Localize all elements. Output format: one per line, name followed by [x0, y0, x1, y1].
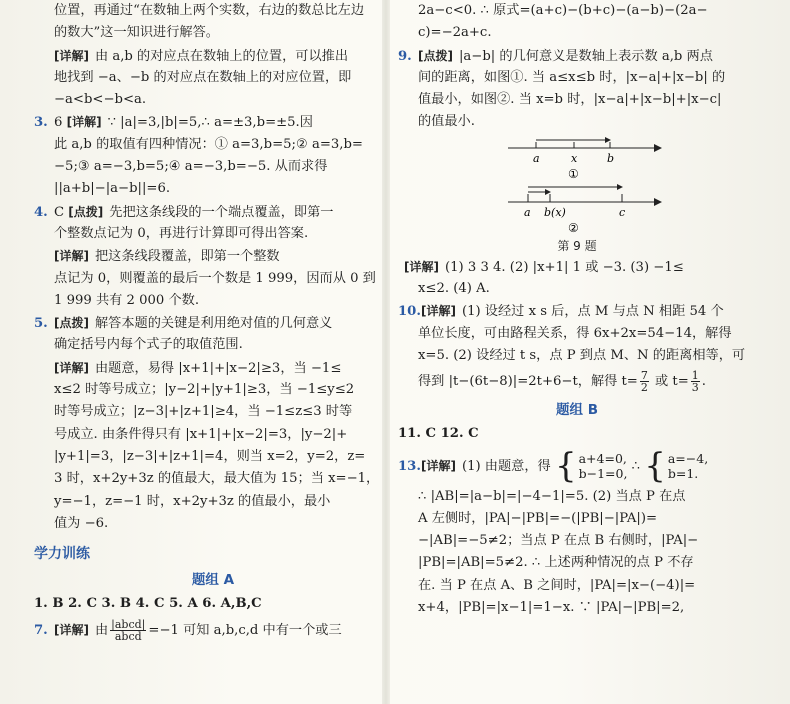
text-line: ∴ |AB|=|a−b|=|−4−1|=5. (2) 当点 P 在点 — [418, 488, 686, 504]
text-line: 间的距离，如图①. 当 a≤x≤b 时，|x−a|+|x−b| 的 — [418, 69, 726, 85]
text-line: 2a−c<0. ∴ 原式=(a+c)−(b+c)−(a−b)−(2a− — [418, 3, 708, 18]
detail-tag: [详解] — [420, 304, 456, 319]
detail-tag: [详解] — [54, 48, 89, 63]
text-line: 此 a,b 的取值有四种情况：① a=3,b=5;② a=3,b= — [54, 136, 363, 152]
text-line: x≤2. (4) A. — [418, 281, 490, 297]
figure-2-label: ② — [568, 220, 579, 235]
text-line: 时等号成立；|z−3|+|z+1|≥4，当 −1≤z≤3 时等 — [54, 404, 353, 420]
text-line: 位置，再通过“在数轴上两个实数，右边的数总比左边 — [54, 3, 365, 18]
axis-arrow-2 — [654, 198, 662, 206]
label-x-1: x — [571, 151, 578, 165]
text-line: x≤2 时等号成立；|y−2|+|y+1|≥3，当 −1≤y≤2 — [54, 382, 355, 398]
question-13: 13.[详解] (1) 由题意，得 { a+4=0, b−1=0, ∴ { a=−4, b=1. — [398, 446, 709, 487]
label-b-1: b — [607, 151, 615, 165]
number-line-diagram — [398, 134, 756, 236]
question-9: 9. [点拨] |a−b| 的几何意义是数轴上表示数 a,b 两点 — [398, 45, 756, 67]
text-line: ||a+b|−|a−b||=6. — [54, 181, 171, 197]
text-line: 得到 |t−(6t−8)|=2t+6−t，解得 t= $\frac{7}{2}$ 或 t= $\frac{1}{3}$ . — [418, 369, 706, 395]
detail-tag: [详解] — [54, 249, 89, 264]
group-b-title: 题组 B — [556, 402, 598, 419]
label-a-2: a — [524, 205, 531, 219]
question-10: 10.[详解] (1) 设经过 x s 后，点 M 与点 N 相距 54 个 — [398, 300, 756, 322]
number-line-figure — [398, 134, 756, 236]
hint-tag: [点拨] — [68, 204, 104, 219]
section-title: 学力训练 — [34, 546, 90, 563]
solution-system: { a=−4, b=1. — [644, 446, 709, 487]
right-column — [398, 0, 756, 619]
text-line: 3 时，x+2y+3z 的值最大，最大值为 15；当 x=−1， — [54, 471, 380, 487]
detail-tag: [详解] — [404, 259, 439, 274]
text-line: −5;③ a=−3,b=5;④ a=−3,b=−5. 从而求得 — [54, 159, 328, 175]
group-a-title: 题组 A — [191, 572, 235, 589]
label-a-1: a — [533, 151, 540, 165]
text-line: |y+1|=3，|z−3|+|z+1|=4，则当 x=2，y=2，z= — [54, 448, 366, 464]
text-line: [详解] 由题意，易得 |x+1|+|x−2|≥3，当 −1≤ — [34, 357, 392, 379]
text-line: 在. 当 P 在点 A、B 之间时，|PA|=|x−(−4)|= — [418, 577, 696, 593]
fraction: $\frac{7}{2}$ — [640, 369, 648, 395]
text-line: x+4，|PB|=|x−1|=1−x. ∵ |PA|−|PB|=2, — [418, 600, 685, 616]
equation-system: { a+4=0, b−1=0, — [554, 446, 628, 487]
detail-tag: [详解] — [54, 360, 89, 375]
bracket-arrow-2b — [617, 184, 623, 190]
text-line: y=−1，z=−1 时，x+2y+3z 的值最小，最小 — [54, 493, 331, 509]
figure-caption: 第 9 题 — [557, 238, 597, 253]
answers-row: 1. B 2. C 3. B 4. C 5. A 6. A,B,C — [34, 596, 262, 612]
label-bx-2: b(x) — [544, 205, 566, 219]
text-line: 的数大”这一知识进行解答。 — [54, 25, 219, 41]
question-7: 7. [详解] 由 $\frac{\text{|abcd|}}{\text{abcd}}$ =−1 可知 a,b,c,d 中有一个或三 — [34, 615, 392, 645]
text-line: 值为 −6. — [54, 515, 109, 531]
text-line: 个整数点记为 0，再进行计算即可得出答案. — [54, 225, 309, 241]
text-line: 确定括号内每个式子的取值范围. — [54, 337, 243, 353]
text-line: 值最小，如图②. 当 x=b 时，|x−a|+|x−b|+|x−c| — [418, 92, 722, 108]
text-line: −a<b<−b<a. — [54, 92, 147, 108]
text-line: 号成立. 由条件得只有 |x+1|+|x−2|=3，|y−2|+ — [54, 426, 348, 442]
question-5: 5. [点拨] 解答本题的关键是利用绝对值的几何意义 — [34, 312, 392, 334]
detail-tag: [详解] — [420, 458, 456, 473]
text-line: 点记为 0，则覆盖的最后一个数是 1 999，因而从 0 到 — [54, 270, 376, 286]
axis-arrow-1 — [654, 144, 662, 152]
hint-tag: [点拨] — [54, 316, 89, 331]
detail-tag: [详解] — [54, 623, 89, 638]
text-line: [详解] 把这条线段覆盖，即第一个整数 — [34, 245, 392, 267]
text-line: c)=−2a+c. — [418, 25, 492, 41]
fraction: $\frac{\text{|abcd|}}{\text{abcd}}$ — [111, 618, 146, 644]
text-line: |PB|=|AB|=5≠2. ∴ 上述两种情况的点 P 不存 — [418, 555, 694, 571]
hint-tag: [点拨] — [418, 48, 453, 63]
text-line: −|AB|=−5≠2；当点 P 在点 B 右侧时，|PA|− — [418, 533, 699, 549]
label-c-2: c — [619, 205, 626, 219]
question-4: 4. C [点拨] 先把这条线段的一个端点覆盖，即第一 — [34, 201, 392, 223]
text-line: 地找到 −a、−b 的对应点在数轴上的对应位置，即 — [54, 69, 352, 85]
question-3: 3. 6 [详解] ∵ |a|=3,|b|=5,∴ a=±3,b=±5.因 — [34, 111, 392, 133]
figure-1-label: ① — [568, 166, 579, 181]
fraction: $\frac{1}{3}$ — [691, 369, 699, 395]
text-line: [详解] (1) 3 3 4. (2) |x+1| 1 或 −3. (3) −1≤ — [398, 256, 756, 278]
detail-tag: [详解] — [66, 115, 102, 130]
text-line: 1 999 共有 2 000 个数. — [54, 292, 200, 308]
text-line: [详解] 由 a,b 的对应点在数轴上的位置，可以推出 — [34, 45, 392, 67]
text-line: x=5. (2) 设经过 t s，点 P 到点 M、N 的距离相等，可 — [418, 347, 746, 363]
left-column — [34, 0, 392, 645]
text-line: 的值最小. — [418, 114, 475, 130]
text-line: A 左侧时，|PA|−|PB|=−(|PB|−|PA|)= — [418, 510, 658, 526]
answers-row-b: 11. C 12. C — [398, 426, 479, 442]
text-line: 单位长度，可由路程关系，得 6x+2x=54−14，解得 — [418, 325, 732, 341]
